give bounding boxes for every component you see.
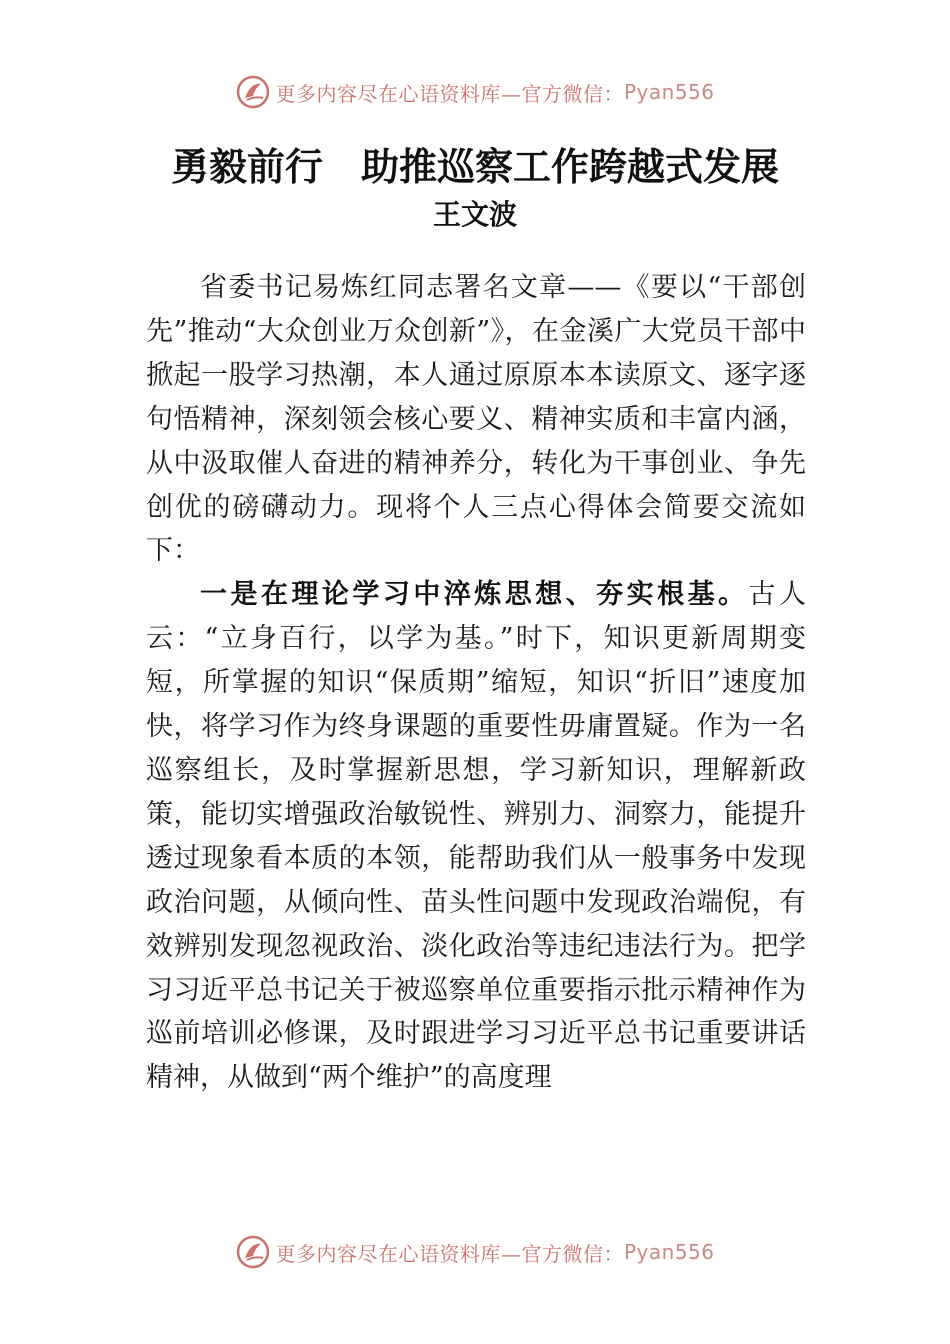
watermark-text: 更多内容尽在心语资料库—官方微信： (275, 1241, 624, 1266)
document-body (146, 266, 806, 1100)
body-paragraph (146, 573, 806, 1100)
paragraph-text: 古人云：“立身百行，以学为基。”时下，知识更新周期变短，所掌握的知识“保质期”缩短，知识“折旧”速度加快，将学习作为终身课题的重要性毋庸置疑。作为一名巡察组长，及时掌握新思想，学习新知识，理解新政策，能切实增强政治敏锐性、辨别力、洞察力，能提升透过现象看本质的本领，能帮助我们从一般事务中发现政治问题，从倾向性、苗头性问题中发现政治端倪，有效辨别发现忽视政治、淡化政治等违纪违法行为。把学习习近平总书记关于被巡察单位重要指示批示精神作为巡前培训必修课，及时跟进学习习近平总书记重要讲话精神，从做到“两个维护”的高度理 (146, 579, 807, 1094)
watermark-handle: Pyan556 (623, 80, 715, 104)
watermark-text: 更多内容尽在心语资料库—官方微信： (275, 81, 624, 106)
body-paragraph (146, 266, 806, 573)
footer-watermark (0, 1232, 950, 1272)
header-watermark (0, 72, 950, 112)
document-title: 勇毅前行 助推巡察工作跨越式发展 (170, 145, 779, 189)
paragraph-text: 省委书记易炼红同志署名文章——《要以“干部创先”推动“大众创业万众创新”》，在金溪广大党员干部中掀起一股学习热潮，本人通过原原本本读原文、逐字逐句悟精神，深刻领会核心要义、精神实质和丰富内涵，从中汲取催人奋进的精神养分，转化为干事创业、争先创优的磅礴动力。现将个人三点心得体会简要交流如下： (146, 272, 806, 567)
paragraph-lead: 一是在理论学习中淬炼思想、夯实根基。 (200, 579, 749, 611)
watermark-handle: Pyan556 (623, 1240, 715, 1264)
brand-logo-icon (235, 1234, 271, 1270)
brand-logo-icon (235, 74, 271, 110)
document-author: 王文波 (432, 198, 517, 231)
